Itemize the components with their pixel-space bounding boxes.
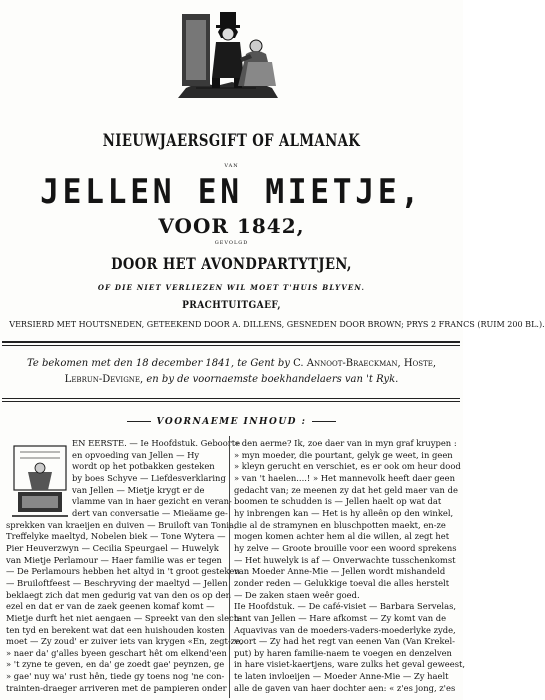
edition-details: VERSIERD MET HOUTSNEDEN, GETEEKEND DOOR A. DILLENS, GESNEDEN DOOR BROWN; PRYS 2 FRANCS (RUIM 200 BL.).	[9, 319, 545, 329]
left-line: Treffelyke maeltyd, Nobelen biek — Tone Wytera —	[6, 531, 226, 542]
middle-rule	[2, 398, 460, 399]
title-vignette-illustration	[176, 2, 280, 100]
right-line: van Moeder Anne-Mie — Jellen wordt mishandeld	[234, 566, 446, 577]
title-line-4: DOOR HET AVONDPARTYTJEN,	[111, 254, 352, 273]
right-line: mogen komen achter hem al die willen, al zegt het	[234, 531, 450, 542]
left-line: by boes Schyve — Liefdesverklaring	[72, 472, 226, 483]
right-line: gedacht van; ze meenen zy dat het geld maer van de	[234, 484, 458, 495]
left-line: moet — Zy zoud' er zuiver iets van krygen «En, zegt-ze,	[6, 636, 243, 647]
contents-left-column	[6, 438, 243, 694]
left-line: ten tyd en berekent wat dat een huishouden kosten	[6, 624, 225, 635]
right-line: hy inbrengen kan — Het is hy alleên op den winkel,	[234, 507, 454, 518]
right-line: in hare visiet-kaertjens, ware zulks het geval geweest,	[234, 659, 466, 670]
right-line: — Het huwelyk is af — Onverwachte tusschenkomst	[234, 554, 456, 565]
contents-right-column	[234, 438, 466, 694]
left-line: en opvoeding van Jellen — Hy	[72, 449, 200, 460]
right-line: » van 't haelen....! » Het mannevolk heeft daer geen	[234, 472, 455, 483]
subtitle: OF DIE NIET VERLIEZEN WIL MOET T'HUIS BLYVEN.	[97, 283, 366, 292]
title-main: JELLEN EN MIETJE,	[40, 172, 423, 212]
left-line: Mietje durft het niet aengaen — Spreekt van den slech-	[6, 612, 242, 623]
left-line: Pier Heuverzwyn — Cecilia Speurgael — Huwelyk	[6, 542, 219, 553]
left-line: beklaegt zich dat men gedurig vat van den os op den	[6, 589, 232, 600]
publisher-text-1a: Te bekomen met den 18 december 1841, te Gent by	[26, 358, 290, 369]
left-line: » 't zyne te geven, en da' ge zoedt gae' peynzen, ge	[6, 659, 225, 670]
contents-heading	[0, 417, 463, 427]
right-line: » den aerme? Ik, zoe daer van in myn graf kruypen :	[234, 438, 457, 448]
left-line: vlamme van in haer gezicht en veran-	[72, 496, 232, 507]
left-line: — De Perlamours hebben het altyd in 't groot gesteken	[6, 566, 240, 577]
left-line: dert van conversatie — Mieäame ge-	[72, 507, 228, 518]
right-line: IIe Hoofdstuk. — De café-visiet — Barbara Servelas,	[234, 601, 457, 612]
right-line: te laten invloeijen — Moeder Anne-Mie — Zy haelt	[234, 671, 449, 682]
left-line: van Mietje Perlamour — Haer familie was er tegen	[6, 554, 222, 565]
gevolgd-connector: GEVOLGD	[214, 240, 249, 246]
publisher-names-1: C. Annoot-Braeckman, Hoste,	[293, 358, 437, 369]
publisher-text-2b: en by de voornaemste boekhandelaers van 't Ryk.	[146, 374, 399, 385]
left-line: sprekken van kraeijen en duiven — Bruiloft van Tonia,	[6, 519, 237, 530]
right-line: voort — Zy had het regt van eenen Van (Van Krekel-	[234, 636, 456, 647]
right-line: alle de gaven van haer dochter aen: « z'es jong, z'es	[234, 682, 456, 693]
publisher-info	[0, 356, 463, 388]
ornament-right	[312, 421, 336, 422]
right-line: tant van Jellen — Hare afkomst — Zy komt van de	[234, 612, 447, 623]
left-line: ezel en dat er van de zaek geenen komaf komt —	[6, 601, 215, 612]
left-line: trainten-draeger arriveren met de pampieren onder	[6, 682, 227, 693]
publisher-line-1	[0, 356, 463, 372]
right-line: die al de stramynen en bluschpotten maekt, en-ze	[234, 519, 446, 530]
right-line: » kleyn gerucht en verschiet, es er ook om heur dood	[234, 461, 461, 472]
left-line: wordt op het potbakken gesteken	[72, 461, 215, 472]
left-line: » gae' nuy wa' rust hên, tiede gy toens nog 'ne con-	[6, 671, 225, 682]
right-line: zonder reden — Gelukkige toeval die alles herstelt	[234, 577, 450, 588]
edition-label: PRACHTUITGAEF,	[182, 299, 281, 311]
publisher-line-2	[0, 372, 463, 388]
right-line: — De zaken staen weêr goed.	[234, 589, 360, 600]
title-year: VOOR 1842,	[158, 214, 305, 238]
right-line: Aquavivas van de moeders-vaders-moederlyke zyde,	[234, 624, 456, 635]
left-line: van Jellen — Mietje krygt er de	[72, 484, 205, 495]
right-line: boomen te schudden is — Jellen haelt op wat dat	[234, 496, 442, 507]
ornament-left	[127, 421, 151, 422]
van-connector: VAN	[224, 163, 239, 169]
top-rule	[2, 341, 460, 343]
right-line: » myn moeder, die pourtant, gelyk ge weet, in geen	[234, 449, 453, 460]
middle-rule-thin	[2, 401, 460, 402]
chapter-woodcut-illustration	[10, 440, 70, 518]
contents-heading-text: VOORNAEME INHOUD :	[156, 417, 307, 427]
right-line: put) by haren familie-naem te voegen en denzelven	[234, 647, 452, 658]
left-line: — Bruiloftfeest — Beschryving der maeltyd — Jellen	[6, 577, 228, 588]
publisher-names-2: Lebrun-Devigne,	[64, 374, 144, 385]
column-divider	[229, 436, 230, 698]
left-line: » naer da' g'alles byeen geschart hêt om elkend'een	[6, 647, 227, 658]
title-line-1: NIEUWJAERSGIFT OF ALMANAK	[102, 131, 361, 151]
left-line: EN EERSTE. — Ie Hoofdstuk. Geboorte	[72, 438, 241, 448]
top-rule-thin	[2, 345, 460, 346]
right-line: hy zelve — Groote brouille voor een woord sprekens	[234, 542, 457, 553]
